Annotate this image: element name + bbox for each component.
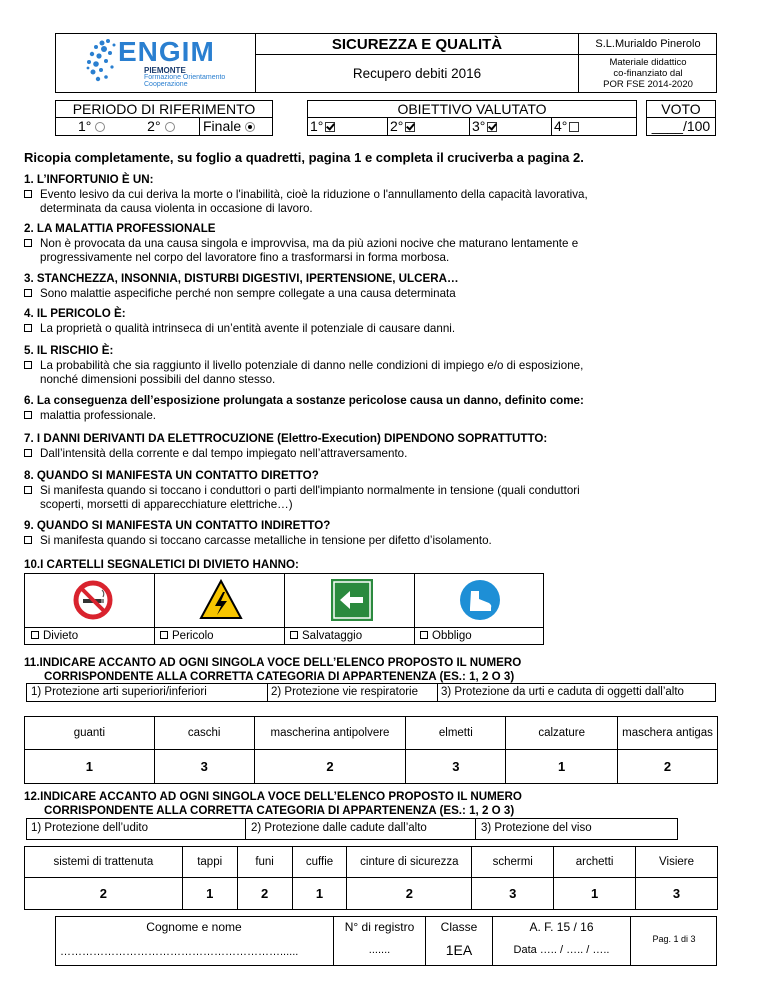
academic-year: A. F. 15 / 16 — [529, 920, 594, 934]
periodo-options — [78, 118, 175, 134]
q11-answer[interactable]: 1 — [25, 750, 155, 784]
question-5 — [24, 344, 739, 388]
danger-sign-icon — [199, 578, 243, 622]
periodo-1-label: 1° — [78, 118, 92, 134]
q12-answer[interactable]: 2 — [237, 878, 292, 910]
logo-tagline-2: Cooperazione — [144, 81, 188, 88]
periodo-1-radio[interactable] — [95, 122, 105, 132]
option-pericolo: Pericolo — [172, 630, 214, 642]
q12-item: cinture di sicurezza — [347, 847, 472, 878]
obiettivo-3-label: 3° — [472, 118, 486, 134]
q12-item: cuffie — [292, 847, 347, 878]
q11-item: elmetti — [406, 717, 506, 750]
q12-item: archetti — [554, 847, 636, 878]
escape-route-sign-icon — [331, 579, 373, 621]
question-11-title-2: CORRISPONDENTE ALLA CORRETTA CATEGORIA DI APPARTENENZA (ES.: 1, 2 O 3) — [44, 670, 515, 683]
answer-text-cont: nonché dimensioni possibili del danno stesso. — [40, 373, 276, 386]
answer-text: Evento lesivo da cui deriva la morte o l'inabilità, cioè la riduzione o l'annullamento della capacità lavorativa, — [40, 187, 588, 201]
answer-checkbox[interactable] — [24, 361, 32, 369]
periodo-label: PERIODO DI RIFERIMENTO — [72, 101, 256, 117]
logo-region: PIEMONTE — [144, 66, 186, 75]
question-title: 2. LA MALATTIA PROFESSIONALE — [24, 222, 216, 235]
answer-text: Sono malattie aspecifiche perché non sempre collegate a una causa determinata — [40, 286, 456, 300]
q11-answer[interactable]: 3 — [406, 750, 506, 784]
engim-logo — [84, 37, 249, 89]
question-title: 8. QUANDO SI MANIFESTA UN CONTATTO DIRETTO? — [24, 469, 319, 482]
q12-categories — [26, 818, 678, 840]
question-title: 9. QUANDO SI MANIFESTA UN CONTATTO INDIRETTO? — [24, 519, 331, 532]
question-title: 1. L’INFORTUNIO È UN: — [24, 173, 154, 186]
q12-item: funi — [237, 847, 292, 878]
answer-checkbox[interactable] — [24, 536, 32, 544]
obiettivo-4-label: 4° — [554, 118, 568, 134]
q12-grid — [24, 846, 718, 910]
instruction: Ricopia completamente, su foglio a quadretti, pagina 1 e completa il cruciverba a pagina 2. — [24, 150, 584, 165]
q11-categories — [26, 683, 716, 702]
question-title: 7. I DANNI DERIVANTI DA ELETTROCUZIONE (Elettro-Execution) DIPENDONO SOPRATTUTTO: — [24, 432, 548, 445]
answer-checkbox[interactable] — [24, 289, 32, 297]
q11-answer[interactable]: 2 — [254, 750, 406, 784]
q12-answer[interactable]: 1 — [292, 878, 347, 910]
answer-checkbox[interactable] — [24, 449, 32, 457]
question-8 — [24, 469, 739, 513]
question-4 — [24, 307, 739, 336]
school-name: S.L.Murialdo Pinerolo — [595, 38, 701, 50]
q11-item: calzature — [506, 717, 618, 750]
question-7 — [24, 432, 739, 461]
voto-label: VOTO — [661, 101, 701, 117]
q11-answer[interactable]: 3 — [154, 750, 254, 784]
header-divider-mid — [255, 54, 717, 55]
q12-answer[interactable]: 2 — [25, 878, 183, 910]
q12-category-2: 2) Protezione dalle cadute dall’alto — [251, 822, 427, 834]
no-smoking-sign-icon — [73, 580, 113, 620]
answer-text: Non è provocata da una causa singola e improvvisa, ma da più azioni nocive che maturano lentamente e — [40, 236, 579, 250]
obiettivo-1-label: 1° — [310, 118, 324, 134]
q12-category-1: 1) Protezione dell’udito — [31, 822, 148, 834]
q11-category-3: 3) Protezione da urti e caduta di oggetti dall’alto — [441, 686, 684, 698]
answer-text-cont: progressivamente nel corpo del lavoratore fino a trasformarsi in forma morbosa. — [40, 251, 450, 264]
question-6 — [24, 394, 739, 423]
option-checkbox[interactable] — [290, 631, 298, 639]
obiettivo-2-label: 2° — [390, 118, 404, 134]
answer-text-cont: scoperti, morsetti di apparecchiature elettriche…) — [40, 498, 293, 511]
question-12-title-2: CORRISPONDENTE ALLA CORRETTA CATEGORIA DI APPARTENENZA (ES.: 1, 2 O 3) — [44, 804, 515, 817]
question-2 — [24, 222, 739, 266]
question-title: 6. La conseguenza dell’esposizione prolungata a sostanze pericolose causa un danno, definito come: — [24, 394, 584, 407]
q12-category-3: 3) Protezione del viso — [481, 822, 592, 834]
q12-answer[interactable]: 3 — [472, 878, 554, 910]
periodo-2-radio[interactable] — [165, 122, 175, 132]
option-checkbox[interactable] — [160, 631, 168, 639]
logo-name: ENGIM — [118, 36, 215, 67]
question-10-title: 10.I CARTELLI SEGNALETICI DI DIVIETO HANNO: — [24, 558, 299, 571]
question-1 — [24, 173, 739, 217]
q12-item: Visiere — [636, 847, 718, 878]
funding-line-3: POR FSE 2014-2020 — [603, 79, 693, 90]
question-3 — [24, 272, 739, 301]
answer-checkbox[interactable] — [24, 411, 32, 419]
funding-line-1: Materiale didattico — [609, 57, 687, 68]
q12-answer[interactable]: 1 — [182, 878, 237, 910]
logo-tagline-1: Formazione Orientamento — [144, 74, 226, 81]
q11-answer[interactable]: 1 — [506, 750, 618, 784]
q11-answer[interactable]: 2 — [618, 750, 718, 784]
doc-subtitle: Recupero debiti 2016 — [352, 66, 482, 81]
answer-text: malattia professionale. — [40, 408, 156, 422]
answer-checkbox[interactable] — [24, 324, 32, 332]
q11-item: maschera antigas — [618, 717, 718, 750]
q12-item: sistemi di trattenuta — [25, 847, 183, 878]
voto-value[interactable]: ____/100 — [651, 118, 711, 134]
q12-item: tappi — [182, 847, 237, 878]
answer-text: La proprietà o qualità intrinseca di un’entità avente il potenziale di causare danni. — [40, 321, 456, 335]
funding-line-2: co-finanziato dal — [613, 68, 683, 79]
signs-table — [24, 573, 544, 645]
answer-text-cont: determinata da causa violenta in occasione di lavoro. — [40, 202, 313, 215]
q12-answer[interactable]: 3 — [636, 878, 718, 910]
safety-shoes-sign-icon — [459, 579, 501, 621]
question-12-title-1: 12.INDICARE ACCANTO AD OGNI SINGOLA VOCE DELL’ELENCO PROPOSTO IL NUMERO — [24, 790, 522, 803]
q11-grid — [24, 716, 718, 784]
class-label: Classe — [440, 920, 478, 934]
q11-item: guanti — [25, 717, 155, 750]
q11-item: caschi — [154, 717, 254, 750]
q11-item: mascherina antipolvere — [254, 717, 406, 750]
student-name-field[interactable]: ……………………………………………………...... — [60, 946, 299, 958]
answer-checkbox[interactable] — [24, 190, 32, 198]
answer-text: Dall’intensità della corrente e dal tempo impiegato nell’attraversamento. — [40, 446, 408, 460]
obiettivo-3-checkbox[interactable] — [487, 122, 497, 132]
question-11-title-1: 11.INDICARE ACCANTO AD OGNI SINGOLA VOCE DELL’ELENCO PROPOSTO IL NUMERO — [24, 656, 522, 669]
question-9 — [24, 519, 739, 548]
q12-item: schermi — [472, 847, 554, 878]
periodo-2-label: 2° — [147, 118, 161, 134]
question-title: 5. IL RISCHIO È: — [24, 344, 114, 357]
q12-answer[interactable]: 2 — [347, 878, 472, 910]
page-number: Pag. 1 di 3 — [652, 934, 696, 944]
date-field[interactable]: Data ….. / ….. / ….. — [513, 944, 610, 956]
obiettivo-4-checkbox[interactable] — [569, 122, 579, 132]
question-title: 3. STANCHEZZA, INSONNIA, DISTURBI DIGESTIVI, IPERTENSIONE, ULCERA… — [24, 272, 459, 285]
class-value: 1EA — [445, 942, 473, 958]
register-field[interactable]: ....... — [368, 944, 391, 956]
option-salvataggio: Salvataggio — [302, 630, 363, 642]
option-obbligo: Obbligo — [432, 630, 472, 642]
option-divieto: Divieto — [43, 630, 79, 642]
periodo-final-label: Finale — [203, 118, 242, 134]
answer-checkbox[interactable] — [24, 239, 32, 247]
doc-title: SICUREZZA E QUALITÀ — [331, 36, 503, 53]
q12-answer[interactable]: 1 — [554, 878, 636, 910]
student-name-label: Cognome e nome — [146, 920, 242, 934]
q11-category-2: 2) Protezione vie respiratorie — [271, 686, 419, 698]
answer-text: Si manifesta quando si toccano carcasse metalliche in tensione per difetto d’isolamento. — [40, 533, 492, 547]
answer-text: Si manifesta quando si toccano i conduttori o parti dell'impianto normalmente in tensione (quali conduttori — [40, 483, 580, 497]
obiettivo-1-checkbox[interactable] — [325, 122, 335, 132]
answer-text: La probabilità che sia raggiunto il livello potenziale di danno nelle condizioni di impiego e/o di esposizione, — [40, 358, 584, 372]
obiettivo-2-checkbox[interactable] — [405, 122, 415, 132]
option-checkbox[interactable] — [420, 631, 428, 639]
periodo-final — [203, 118, 255, 134]
register-label: N° di registro — [344, 920, 415, 934]
question-title: 4. IL PERICOLO È: — [24, 307, 126, 320]
option-checkbox[interactable] — [31, 631, 39, 639]
periodo-final-radio[interactable] — [245, 122, 255, 132]
q11-category-1: 1) Protezione arti superiori/inferiori — [31, 686, 207, 698]
answer-checkbox[interactable] — [24, 486, 32, 494]
obiettivo-label: OBIETTIVO VALUTATO — [397, 101, 547, 117]
